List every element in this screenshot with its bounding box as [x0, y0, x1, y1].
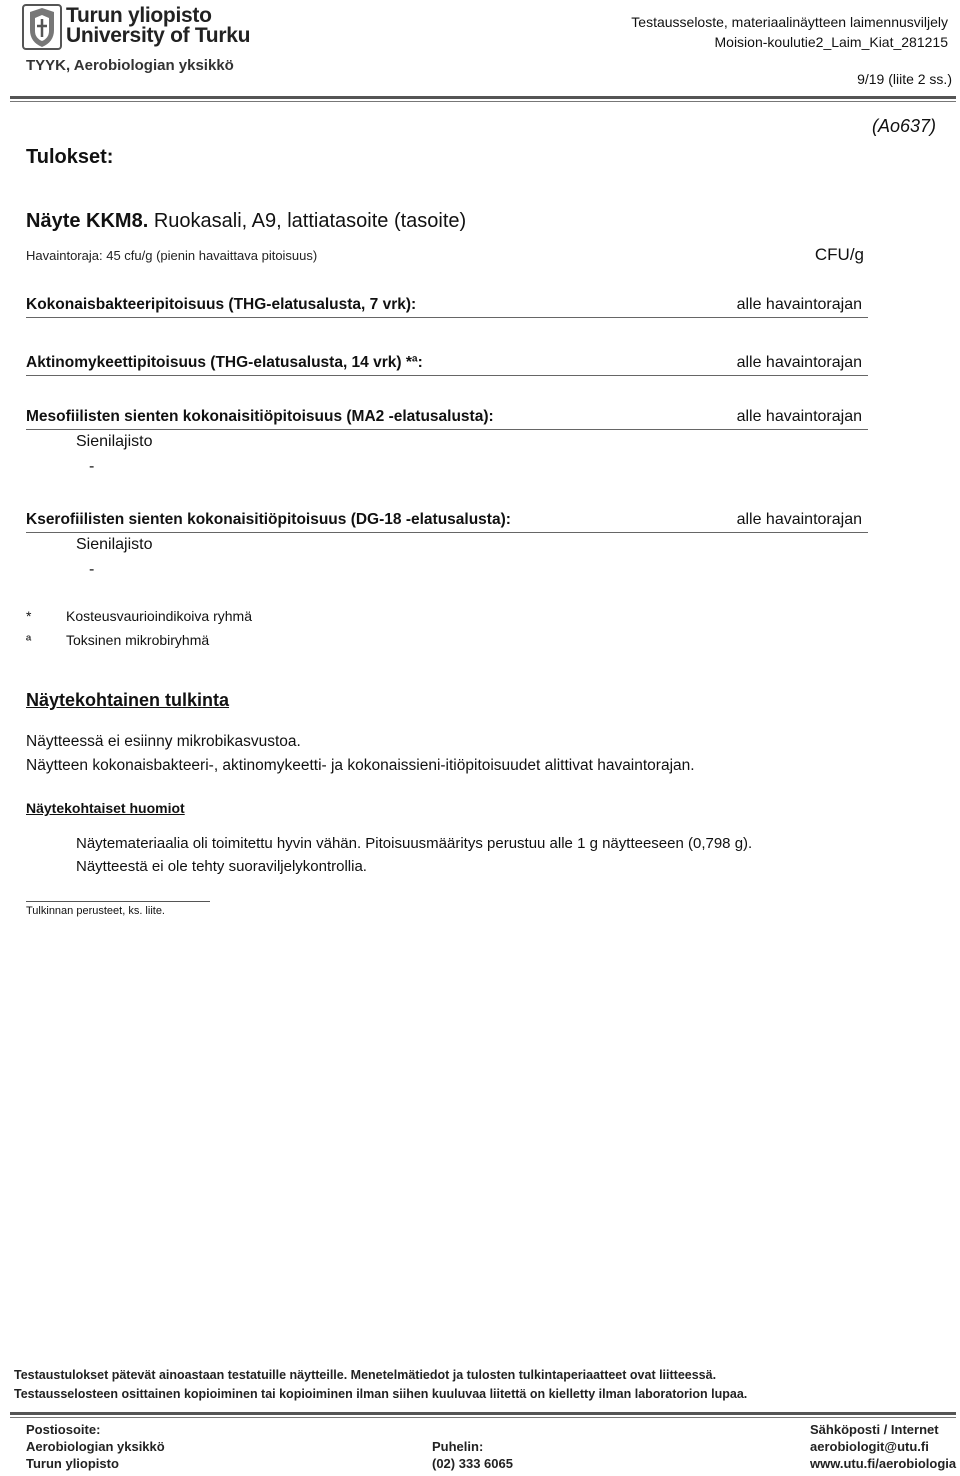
footer-divider-thin	[10, 1417, 956, 1418]
result-value: alle havaintorajan	[736, 511, 862, 528]
footnote: Tulkinnan perusteet, ks. liite.	[26, 905, 165, 917]
species-header: Sienilajisto	[76, 536, 153, 553]
result-row-bacteria	[26, 293, 868, 318]
disclaimer-line: Testausselosteen osittainen kopioiminen tai kopioiminen ilman siihen kuuluvaa liitettä on kielletty ilman laboratorion lupaa.	[14, 1387, 748, 1401]
notes-text	[76, 832, 752, 878]
results-heading: Tulokset:	[26, 146, 114, 168]
notes-heading: Näytekohtaiset huomiot	[26, 800, 185, 816]
footer-phone	[432, 1438, 513, 1472]
result-label: Mesofiilisten sienten kokonaisitiöpitoisuus (MA2 -elatusalusta):	[26, 408, 494, 425]
sample-description: Ruokasali, A9, lattiatasoite (tasoite)	[148, 210, 467, 232]
interpretation-heading: Näytekohtainen tulkinta	[26, 690, 230, 710]
legend-symbol: *	[26, 608, 32, 624]
document-reference: Moision-koulutie2_Laim_Kiat_281215	[714, 34, 948, 50]
sample-title	[26, 210, 466, 233]
sample-id: Näyte KKM8.	[26, 210, 149, 232]
university-seal-icon	[22, 4, 62, 50]
result-label: Kokonaisbakteeripitoisuus (THG-elatusalusta, 7 vrk):	[26, 296, 417, 313]
university-name-en: University of Turku	[66, 24, 251, 47]
page-number: 9/19 (liite 2 ss.)	[857, 71, 952, 87]
footer-phone-label: Puhelin:	[432, 1439, 484, 1454]
interpretation-line: Näytteen kokonaisbakteeri-, aktinomykeetti- ja kokonaissieni-itiöpitoisuudet alittivat havaintorajan.	[26, 757, 695, 774]
legend-symbol: ª	[26, 632, 32, 648]
species-header: Sienilajisto	[76, 433, 153, 450]
note-line: Näytteestä ei ole tehty suoraviljelykontrollia.	[76, 858, 367, 875]
footer-divider	[10, 1412, 956, 1415]
species-none: -	[89, 561, 95, 578]
analysis-code: (Ao637)	[871, 116, 936, 136]
result-value: alle havaintorajan	[736, 354, 862, 371]
document-header	[631, 12, 948, 52]
legend-text: Toksinen mikrobiryhmä	[66, 632, 210, 648]
interpretation-line: Näytteessä ei esiinny mikrobikasvustoa.	[26, 733, 301, 750]
disclaimer-line: Testaustulokset pätevät ainoastaan testatuille näytteille. Menetelmätiedot ja tulosten tulkintaperiaatteet ovat liitteessä.	[14, 1368, 717, 1382]
result-label: Kserofiilisten sienten kokonaisitiöpitoisuus (DG-18 -elatusalusta):	[26, 511, 511, 528]
footer-contact-label: Sähköposti / Internet	[810, 1422, 939, 1437]
result-row-actinomycetes	[26, 351, 868, 376]
unit-label: CFU/g	[814, 245, 864, 264]
note-line: Näytemateriaalia oli toimitettu hyvin vähän. Pitoisuusmääritys perustuu alle 1 g näytteeseen (0,798 g).	[76, 835, 753, 852]
document-title: Testausseloste, materiaalinäytteen laimennusviljely	[631, 14, 948, 30]
result-row-xerophilic-fungi	[26, 508, 868, 533]
footnote-divider	[26, 901, 210, 902]
species-none: -	[89, 458, 95, 475]
result-value: alle havaintorajan	[736, 296, 862, 313]
disclaimer	[14, 1366, 747, 1404]
university-name-fi: Turun yliopisto	[66, 4, 212, 27]
header-divider	[10, 96, 956, 99]
result-label: Aktinomykeettipitoisuus (THG-elatusalusta, 14 vrk) *ª:	[26, 354, 423, 371]
interpretation-text	[26, 730, 695, 778]
footer-address	[26, 1421, 165, 1472]
footer-address-line: Aerobiologian yksikkö	[26, 1439, 165, 1454]
footer-address-label: Postiosoite:	[26, 1422, 101, 1437]
footer-contact	[810, 1421, 956, 1472]
footer-website[interactable]: www.utu.fi/aerobiologia	[810, 1456, 957, 1471]
result-value: alle havaintorajan	[736, 408, 862, 425]
footer-email[interactable]: aerobiologit@utu.fi	[810, 1439, 929, 1454]
result-row-mesophilic-fungi	[26, 405, 868, 430]
detection-limit: Havaintoraja: 45 cfu/g (pienin havaittava pitoisuus)	[26, 248, 318, 263]
university-name	[66, 6, 250, 46]
footer-address-line: Turun yliopisto	[26, 1456, 119, 1471]
legend-item	[26, 632, 209, 648]
legend-item	[26, 608, 252, 624]
header-divider-thin	[10, 101, 956, 102]
legend-text: Kosteusvaurioindikoiva ryhmä	[66, 608, 252, 624]
footer-phone-number: (02) 333 6065	[432, 1456, 513, 1471]
department-name: TYYK, Aerobiologian yksikkö	[26, 57, 234, 74]
